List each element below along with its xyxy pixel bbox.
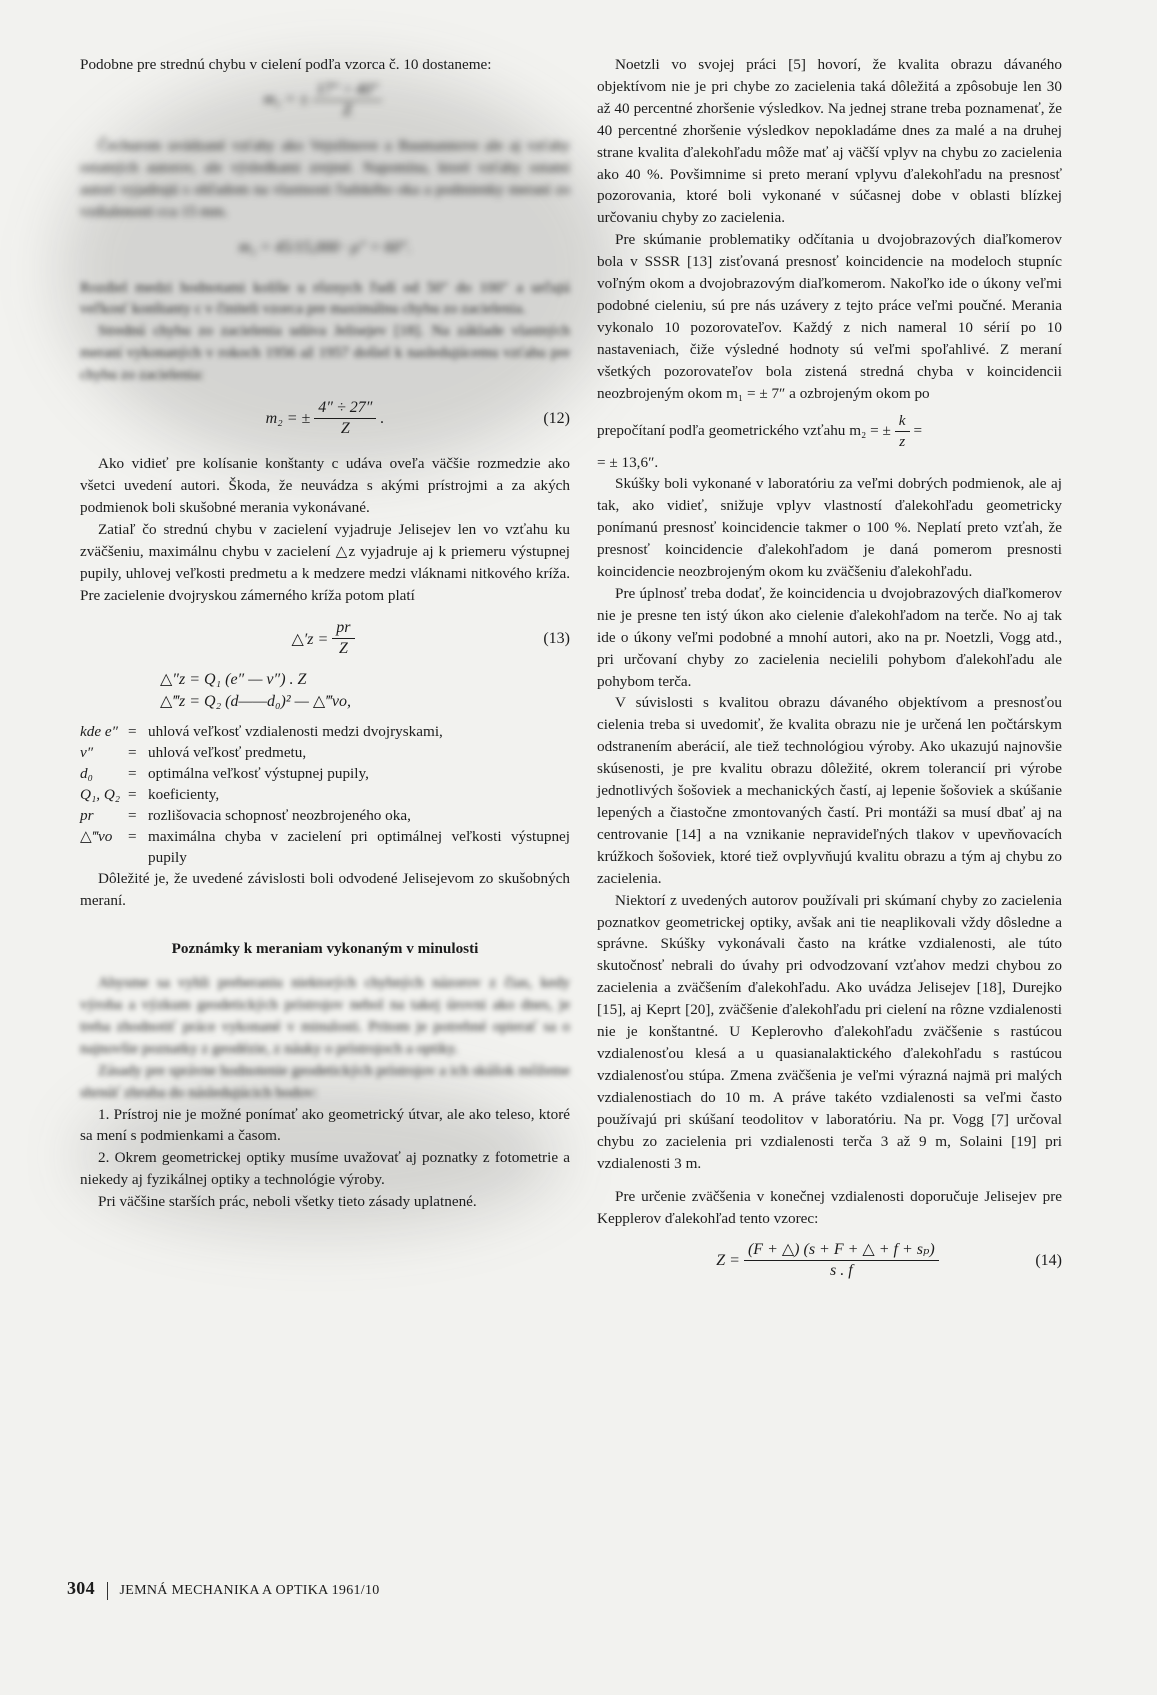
fraction — [312, 80, 382, 121]
paragraph: Pre úplnosť treba dodať, že koincidencia u dvojobrazových diaľkomerov nie je presne ten istý úkon ako cielenie ďalekohľadom na terče. No aj tak ide o úkony veľmi podobné a mnohí autori, ako na pr. Noetzli, Vogg atd., pri určovaní chyby zo zacielenia necielili pohybom ďalekohľadu ale pohybom terča. — [597, 584, 1062, 690]
equation-lhs: △′z = — [291, 630, 329, 648]
fraction-numerator: k — [895, 411, 910, 432]
equation-12 — [80, 398, 570, 439]
paragraph: V súvislosti s kvalitou obrazu dávaného objektívom a presnosťou cielenia treba si uvedomiť, že kvalita obrazu nie je určená len počtárskym odstranením aberácií, ale tiež technológiou výroby. Ako ukazujú najnovšie skúsenosti, je pre kvalitu obrazu dôležité, okrem tolerancií pri výrobe jednotlivých šošoviek a mechanických častí, aj lepenie šošoviek a skúšanie lepených a čiastočne zmontovaných častí. Pri montáži sa musí dbať aj na centrovanie [14] a na vznikanie nepravideľných tlakov v upevňovacích krúžkoch šošoviek, ktoré tiež ovplyvňujú kvalitu obrazu a tým aj chybu zo zacielenia. — [597, 694, 1062, 887]
left-column — [80, 54, 570, 1213]
definition-equals: = — [128, 765, 137, 783]
page-number: 304 — [67, 1578, 95, 1598]
fraction — [744, 1240, 939, 1281]
paragraph: Pre určenie zväčšenia v konečnej vzdialenosti doporučuje Jelisejev pre Kepplerov ďalekohľad tento vzorec: — [597, 1188, 1062, 1228]
paragraph: Rozdiel medzi hodnotami kolíše u rôznych ľudí od 50″ do 100″ a určujú veľkosť konštanty c v činiteli vzorca pre maximálnu chybu zo zacielenia. — [80, 278, 570, 318]
equation-body: m₂ = 45/15,000 · ρ″ = 60″. — [238, 238, 412, 256]
equation-lhs: m₂ = ± — [263, 91, 309, 109]
paragraph: Ako vidieť pre kolísanie konštanty c udáva oveľa väčšie rozmedzie ako všetci uvedení autori. Škoda, že neuvádza s akými prístrojmi a za akých podmienok boli skušobné merania vykonávané. — [80, 455, 570, 516]
equation-14 — [597, 1240, 1062, 1281]
definition-text: rozlišovacia schopnosť neozbrojeného oka, — [148, 807, 411, 825]
definition-text: optimálna veľkosť výstupnej pupily, — [148, 765, 369, 783]
paragraph: Skúšky boli vykonané v laboratóriu za veľmi dobrých podmienok, ale aj tak, ako vidieť, snižuje vplyv vlastností ďalekohľadu geometricky ponímanú presnosť koincidencie takmer o 100 %. Neplatí preto vzťah, že presnosť koincidencie ďalekohľadom je daná pomerom presnosti koincidencie neozbrojeným okom ku zväčšeniu ďalekohľadu. — [597, 475, 1062, 581]
definition-symbol: v″ — [80, 744, 94, 762]
equation-number: (12) — [543, 409, 570, 427]
paragraph: 2. Okrem geometrickej optiky musíme uvažovať aj poznatky z fotometrie a niekedy aj fyzikálnej optiky a technológie výroby. — [80, 1149, 570, 1189]
page-footer — [67, 1578, 380, 1600]
section-heading: Poznámky k meraniam vykonaným v minulosti — [171, 940, 479, 958]
definition-equals: = — [128, 828, 137, 846]
journal-name: JEMNÁ MECHANIKA A OPTIKA 1961/10 — [119, 1583, 380, 1598]
definition-symbol: Q₁, Q₂ — [80, 786, 121, 804]
definition-row — [80, 784, 570, 805]
definition-row — [80, 721, 570, 742]
paragraph: Pri väčšine starších prác, neboli všetky tieto zásady uplatnené. — [98, 1193, 477, 1211]
fraction — [332, 618, 354, 659]
fraction-numerator: 17″ ÷ 40″ — [312, 80, 382, 101]
paragraph: Čechurom uvádzané vzťahy ako Vejsilinove a Baumannove ale aj vzťahy ostatných autorov, ale výsledkami zrejmé. Napomína, ktoré vzťahy ostatní autori vyjadrujú s ohľadom na vlastnosti ľudského oka a podmienky meraní zo vzdialenosti cca 15 mm. — [80, 136, 570, 220]
definition-symbol: d₀ — [80, 765, 93, 783]
fraction-denominator: Z — [338, 640, 348, 658]
text-run: = — [913, 422, 923, 440]
equation-13b — [80, 669, 570, 689]
paragraph: Noetzli vo svojej práci [5] hovorí, že kvalita obrazu dávaného objektívom nie je pri chybe zo zacielenia taká dôležitá a zpôsobuje len 30 až 40 percentné zhoršenie výsledkov. Na jednej strane treba poznamenať, že 40 percentné zhoršenie výsledkov nepokladáme dnes za malé a na druhej strane kvalita ďalekohľadu môže mať aj väčší vplyv na chybu zo zacielenia ako 40 %. Povšimnime si preto meraní vplyvu ďalekohľadu na presnosť pozorovania, ktoré boli vykonané v súčasnej dobe v oblasti blízkej určovaniu chyby zo zacielenia. — [597, 56, 1062, 227]
equation — [80, 80, 570, 121]
equation-13 — [80, 618, 570, 659]
fraction-denominator: Z — [342, 101, 352, 119]
paragraph: Dôležité je, že uvedené závislosti boli odvodené Jelisejevom zo skušobných meraní. — [80, 870, 570, 910]
fraction-numerator: pr — [332, 618, 354, 639]
definition-equals: = — [128, 744, 137, 762]
definition-symbol: pr — [80, 807, 94, 825]
equation-13c — [80, 691, 570, 711]
text-run: prepočítaní podľa geometrického vzťahu m₂ = ± — [597, 422, 891, 440]
equation-period: . — [380, 409, 385, 427]
definition-equals: = — [128, 807, 137, 825]
equation-body: △″z = Q₁ (e″ — v″) . Z — [160, 671, 307, 689]
equation — [80, 239, 570, 257]
paragraph: Strednú chybu zo zacielenia udáva Jelisejev [18]. Na základe vlastných meraní vykonaných v rokoch 1956 až 1957 došiel k nasledujúcemu vzťahu pre chybu zo zacielenia: — [80, 322, 570, 384]
equation-number: (13) — [543, 629, 570, 647]
paragraph: Abysme sa vyhli preberaniu niektorých chybných názorov z čias, kedy výroba a výzkum geodetických prístrojov nebol na takej úrovni ako dnes, je treba zhodnotiť práce vykonané v minulosti. Pritom je potrebné opierať sa o najnovšie poznatky z geodézie, z náuky o prístrojoch a optiky. — [80, 974, 570, 1057]
definition-text: uhlová veľkosť vzdialenosti medzi dvojryskami, — [148, 723, 443, 741]
equation-number: (14) — [1035, 1251, 1062, 1269]
equation-lhs: Z = — [716, 1251, 740, 1269]
definition-row — [80, 763, 570, 784]
definition-text: koeficienty, — [148, 786, 220, 804]
definition-symbol: kde e″ — [80, 723, 118, 741]
paragraph: 1. Prístroj nie je možné ponímať ako geometrický útvar, ale ako teleso, ktoré sa mení s podmienkami a časom. — [80, 1105, 570, 1145]
paragraph — [597, 411, 1062, 452]
footer-divider — [107, 1582, 108, 1600]
right-column — [597, 54, 1062, 1291]
fraction-numerator: (F + △) (s + F + △ + f + sₚ) — [744, 1240, 939, 1261]
equation-lhs: m₂ = ± — [265, 409, 311, 427]
fraction-numerator: 4″ ÷ 27″ — [314, 398, 376, 419]
definition-equals: = — [128, 723, 137, 741]
definition-equals: = — [128, 786, 137, 804]
fraction — [314, 398, 376, 439]
fraction — [895, 411, 910, 452]
paragraph: Podobne pre strednú chybu v cielení podľa vzorca č. 10 dostaneme: — [80, 56, 492, 73]
fraction-denominator: z — [899, 432, 906, 450]
definition-row — [80, 805, 570, 826]
paragraph: Zásady pre správne hodnotenie geodetických prístrojov a ich skúšok môžeme shrnúť zhruba do následujúcich bodov: — [80, 1061, 570, 1101]
definition-symbol: △‴vo — [80, 828, 113, 846]
paragraph: Niektorí z uvedených autorov používali pri skúmaní chyby zo zacielenia poznatkov geometrickej optiky, avšak ani tie neaplikovali vždy dôsledne a správne. Skúšky vykonávali často na krátke vzdialenosti, ale túto skutočnosť nebrali do úvahy pri odvodzovaní vzťahov medzi chybou zo zacielenia a zväčšením ďalekohľadu. Ako uvádza Jelisejev [18], Durejko [15], aj Keprt [20], zväčšenie ďalekohľadu pri cielení na rôzne vzdialenosti nie je konštantné. U Keplerovho ďalekohľadu zväčšenie s rastúcou vzdialenosťou klesá a u quasianalaktického ďalekohľadu s rastúcou vzdialenosťou stúpa. Zmena zväčšenia je veľmi výrazná najmä pri malých vzdialenostiach do 10 m. A práve takéto vzdialenosti sa veľmi často používajú pri skúšaní teodolitov v laboratóriu. Na pr. Vogg [7] určoval chybu zo zacielenia pri vzdialenosti terča 3 až 9 m, Solaini [19] pri vzdialenosti 3 m. — [597, 891, 1062, 1172]
equation-body: △‴z = Q₂ (d——d₀)² — △‴vo, — [160, 693, 351, 711]
paragraph: Pre skúmanie problematiky odčítania u dvojobrazových diaľkomerov bola v SSSR [13] zisťovaná presnosť koincidencie na modeloch stupníc voľným okom a dvojobrazovým diaľkomerom. Nakoľko ide o úkony veľmi podobné cieleniu, sú pre nás uzávery z tejto práce veľmi poučné. Merania vykonalo 10 pozorovateľov. Každý z nich nameral 10 sérií po 10 nastaveniach, čiže výsledné hodnoty sú veľmi spoľahlivé. Z meraní všetkých pozorovateľov bola zistená stredná chyba v koincidencii neozbrojeným okom m₁ = ± 7″ a ozbrojeným okom po — [597, 231, 1062, 402]
fraction-denominator: s . f — [830, 1262, 853, 1280]
definition-list — [80, 721, 570, 868]
definition-text: uhlová veľkosť predmetu, — [148, 744, 307, 762]
definition-text: maximálna chyba v zacielení pri optimálnej veľkosti výstupnej pupily — [148, 828, 570, 867]
fraction-denominator: Z — [340, 420, 350, 438]
paragraph: Zatiaľ čo strednú chybu v zacielení vyjadruje Jelisejev len vo vzťahu ku zväčšeniu, maximálnu chybu v zacielení △z vyjadruje aj k priemeru výstupnej pupily, uhlovej veľkosti predmetu a k medzere medzi vláknami nitkového kríža. Pre zacielenie dvojryskou zámerného kríža potom platí — [80, 520, 570, 604]
paragraph: = ± 13,6″. — [597, 453, 659, 471]
definition-row — [80, 826, 570, 868]
definition-row — [80, 742, 570, 763]
